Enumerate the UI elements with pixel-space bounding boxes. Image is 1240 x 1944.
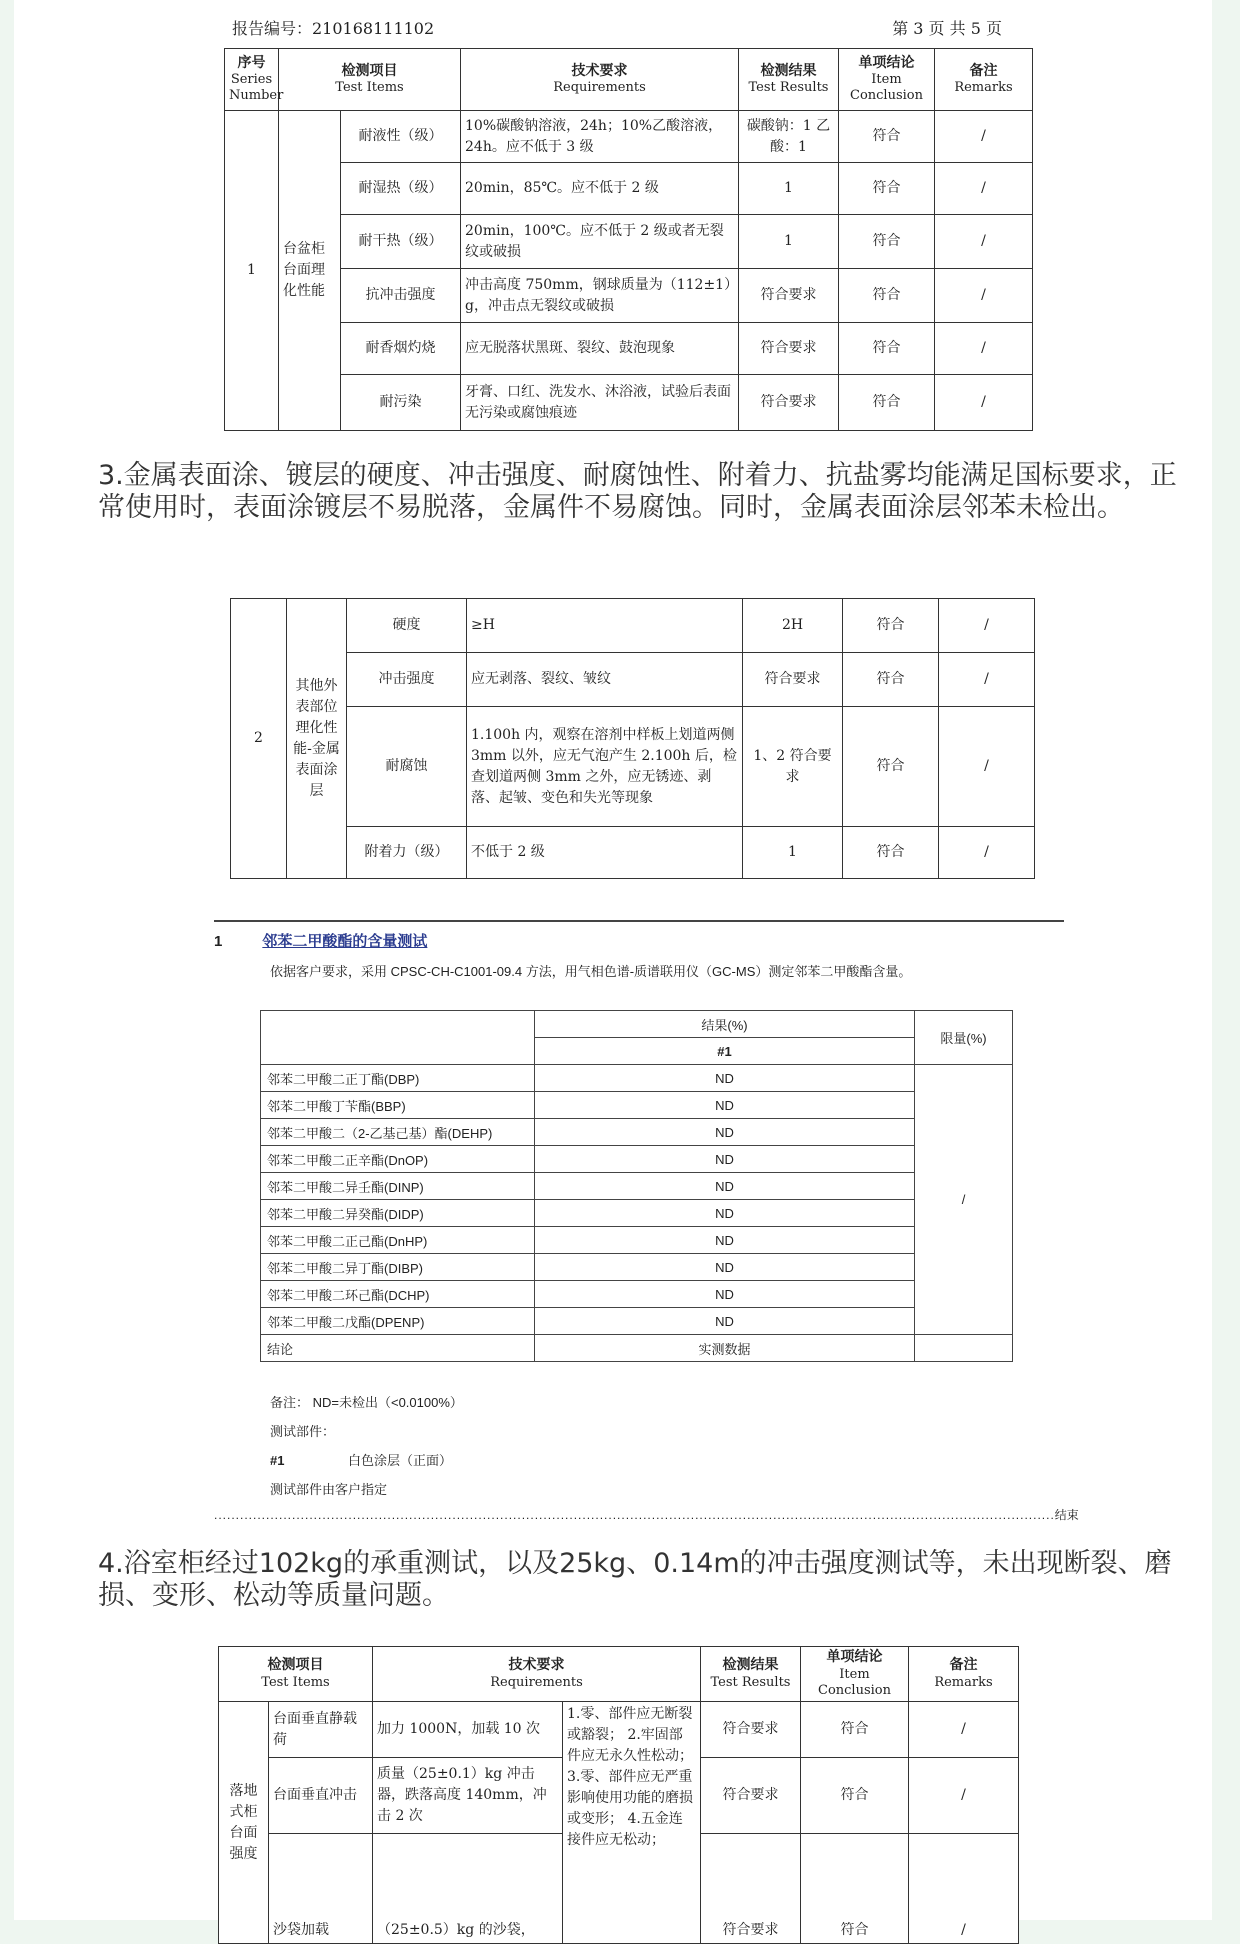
test-result: 1、2 符合要求 [743, 707, 843, 827]
report-table-2 [230, 598, 1035, 879]
report-table-3 [218, 1646, 1019, 1944]
report-table-1-wrap [224, 48, 1032, 431]
test-result: 2H [743, 599, 843, 653]
remark: / [939, 827, 1035, 879]
limit-header: 限量(%) [915, 1011, 1013, 1065]
section-intro: 依据客户要求，采用 CPSC-CH-C1001-09.4 方法，用气相色谱-质谱联用仪（GC-MS）测定邻苯二甲酸酯含量。 [270, 964, 912, 979]
test-condition: （25±0.5）kg 的沙袋， [373, 1834, 563, 1944]
test-result: 符合要求 [739, 269, 839, 323]
part-id: #1 [270, 1453, 285, 1468]
conclusion: 符合 [839, 215, 935, 269]
parts-label: 测试部件： [270, 1424, 336, 1439]
test-item: 耐香烟灼烧 [341, 323, 461, 375]
compound-value: ND [535, 1281, 915, 1308]
nd-note: 备注： ND=未检出（<0.0100%） [270, 1395, 463, 1410]
divider [214, 920, 1064, 922]
section-title: 1 邻苯二甲酸酯的含量测试 [214, 933, 428, 950]
test-result: 碳酸钠：1 乙酸：1 [739, 111, 839, 163]
requirement: 冲击高度 750mm，钢球质量为（112±1）g，冲击点无裂纹或破损 [461, 269, 739, 323]
compound-name: 邻苯二甲酸丁苄酯(BBP) [261, 1092, 535, 1119]
test-item: 硬度 [347, 599, 467, 653]
test-condition: 加力 1000N，加载 10 次 [373, 1702, 563, 1758]
compound-name: 邻苯二甲酸二异壬酯(DINP) [261, 1173, 535, 1200]
table-header-row [261, 1011, 1013, 1038]
table-row [219, 1702, 1019, 1758]
remark: / [935, 375, 1033, 431]
test-item: 耐液性（级） [341, 111, 461, 163]
remark: / [909, 1758, 1019, 1834]
remark: / [935, 163, 1033, 215]
remark: / [935, 111, 1033, 163]
test-item: 沙袋加载 [269, 1834, 373, 1944]
col-header-items: 检测项目 Test Items [219, 1647, 373, 1702]
table-row [261, 1065, 1013, 1092]
remark: / [935, 269, 1033, 323]
end-label: 结束 [1054, 1508, 1079, 1522]
table-row [231, 653, 1035, 707]
series-number: 1 [225, 111, 279, 431]
col-header-remarks: 备注 Remarks [909, 1647, 1019, 1702]
conclusion: 符合 [801, 1702, 909, 1758]
requirement: 20min，85℃。应不低于 2 级 [461, 163, 739, 215]
test-result: 1 [739, 163, 839, 215]
page [14, 0, 1212, 1938]
paragraph-4: 4.浴室柜经过102kg的承重测试，以及25kg、0.14m的冲击强度测试等，未出现断裂、磨损、变形、松动等质量问题。 [98, 1548, 1172, 1611]
table-row [261, 1173, 1013, 1200]
test-result: 1 [739, 215, 839, 269]
remark: / [939, 707, 1035, 827]
part-desc: 白色涂层（正面） [348, 1453, 453, 1468]
compound-value: ND [535, 1200, 915, 1227]
test-result: 符合要求 [701, 1702, 801, 1758]
compound-value: ND [535, 1254, 915, 1281]
phthalate-section [214, 920, 1079, 1523]
compound-name: 邻苯二甲酸二戊酯(DPENP) [261, 1308, 535, 1335]
sample-header: #1 [535, 1038, 915, 1065]
report-table-2-wrap [230, 598, 1034, 879]
col-header-series: 序号 Series Number [225, 49, 279, 111]
compound-value: ND [535, 1173, 915, 1200]
table-header-row [219, 1647, 1019, 1702]
remark: / [939, 653, 1035, 707]
dotted-rule: .................................................................................................................................................................................................. [214, 1508, 1055, 1522]
table-row [261, 1308, 1013, 1335]
compound-value: ND [535, 1092, 915, 1119]
paragraph-3: 3.金属表面涂、镀层的硬度、冲击强度、耐腐蚀性、附着力、抗盐雾均能满足国标要求，正常使用时，表面涂镀层不易脱落，金属件不易腐蚀。同时，金属表面涂层邻苯未检出。 [98, 460, 1177, 523]
compound-value: ND [535, 1146, 915, 1173]
table-row [231, 599, 1035, 653]
shared-requirement: 1.零、部件应无断裂或豁裂； 2.牢固部件应无永久性松动； 3.零、部件应无严重影响使用功能的磨损或变形； 4.五金连接件应无松动； [563, 1702, 701, 1944]
conclusion-label: 结论 [261, 1335, 535, 1362]
col-header-conclusion: 单项结论 Item Conclusion [839, 49, 935, 111]
remark: / [935, 215, 1033, 269]
table-row [225, 163, 1033, 215]
test-result: 符合要求 [701, 1834, 801, 1944]
requirement: 1.100h 内，观察在溶剂中样板上划道两侧 3mm 以外，应无气泡产生 2.100h 后，检查划道两侧 3mm 之外，应无锈迹、剥落、起皱、变色和失光等现象 [467, 707, 743, 827]
table-row [261, 1281, 1013, 1308]
conclusion: 符合 [839, 269, 935, 323]
conclusion: 符合 [843, 653, 939, 707]
series-number: 2 [231, 599, 287, 879]
part-note: 测试部件由客户指定 [270, 1482, 388, 1497]
test-item: 附着力（级） [347, 827, 467, 879]
test-item: 耐湿热（级） [341, 163, 461, 215]
category-cell: 落地式柜台面强度 [219, 1702, 269, 1944]
requirement: 20min，100℃。应不低于 2 级或者无裂纹或破损 [461, 215, 739, 269]
conclusion-blank [915, 1335, 1013, 1362]
compound-value: ND [535, 1227, 915, 1254]
conclusion: 符合 [843, 599, 939, 653]
requirement: 10%碳酸钠溶液，24h；10%乙酸溶液，24h。应不低于 3 级 [461, 111, 739, 163]
table-row [261, 1200, 1013, 1227]
table-row [225, 269, 1033, 323]
table-row [225, 375, 1033, 431]
test-item: 台面垂直静载荷 [269, 1702, 373, 1758]
requirement: 牙膏、口红、洗发水、沐浴液，试验后表面无污染或腐蚀痕迹 [461, 375, 739, 431]
requirement: ≥H [467, 599, 743, 653]
compound-name: 邻苯二甲酸二异丁酯(DIBP) [261, 1254, 535, 1281]
table-row [261, 1146, 1013, 1173]
conclusion: 符合 [801, 1758, 909, 1834]
col-header-remarks: 备注 Remarks [935, 49, 1033, 111]
table-header-row [225, 49, 1033, 111]
test-item: 耐干热（级） [341, 215, 461, 269]
remark: / [939, 599, 1035, 653]
compound-name: 邻苯二甲酸二正丁酯(DBP) [261, 1065, 535, 1092]
col-header-items: 检测项目 Test Items [279, 49, 461, 111]
compound-name: 邻苯二甲酸二环己酯(DCHP) [261, 1281, 535, 1308]
conclusion: 符合 [843, 707, 939, 827]
report-header-line [232, 12, 1002, 42]
test-result: 1 [743, 827, 843, 879]
table-row [261, 1092, 1013, 1119]
limit-value: / [915, 1065, 1013, 1335]
table-row [231, 707, 1035, 827]
table-row [225, 111, 1033, 163]
remark: / [909, 1834, 1019, 1944]
compound-name: 邻苯二甲酸二正辛酯(DnOP) [261, 1146, 535, 1173]
test-item: 耐污染 [341, 375, 461, 431]
compound-value: ND [535, 1119, 915, 1146]
requirement: 应无剥落、裂纹、皱纹 [467, 653, 743, 707]
test-item: 冲击强度 [347, 653, 467, 707]
requirement: 应无脱落状黑斑、裂纹、鼓泡现象 [461, 323, 739, 375]
remark: / [909, 1702, 1019, 1758]
table-row [261, 1254, 1013, 1281]
col-header-results: 检测结果 Test Results [701, 1647, 801, 1702]
conclusion: 符合 [839, 323, 935, 375]
test-item: 耐腐蚀 [347, 707, 467, 827]
test-item: 台面垂直冲击 [269, 1758, 373, 1834]
table-row [225, 323, 1033, 375]
end-line [214, 1506, 1079, 1523]
compound-name: 邻苯二甲酸二异癸酯(DIDP) [261, 1200, 535, 1227]
table-row [231, 827, 1035, 879]
conclusion: 符合 [839, 163, 935, 215]
table-row [225, 215, 1033, 269]
category-cell: 台盆柜台面理化性能 [279, 111, 341, 431]
test-item: 抗冲击强度 [341, 269, 461, 323]
remark: / [935, 323, 1033, 375]
table-row [261, 1119, 1013, 1146]
test-result: 符合要求 [743, 653, 843, 707]
test-result: 符合要求 [701, 1758, 801, 1834]
compound-name: 邻苯二甲酸二（2-乙基己基）酯(DEHP) [261, 1119, 535, 1146]
category-cell: 其他外表部位理化性能-金属表面涂层 [287, 599, 347, 879]
page-info: 第 3 页 共 5 页 [892, 18, 1002, 38]
conclusion-value: 实测数据 [535, 1335, 915, 1362]
compound-value: ND [535, 1308, 915, 1335]
requirement: 不低于 2 级 [467, 827, 743, 879]
phthalate-table [260, 1010, 1013, 1362]
result-header: 结果(%) [535, 1011, 915, 1038]
conclusion: 符合 [839, 111, 935, 163]
table-row [261, 1227, 1013, 1254]
part-line [270, 1446, 1064, 1475]
conclusion: 符合 [839, 375, 935, 431]
conclusion: 符合 [801, 1834, 909, 1944]
test-result: 符合要求 [739, 375, 839, 431]
blank-header [261, 1011, 535, 1065]
conclusion-row [261, 1335, 1013, 1362]
test-condition: 质量（25±0.1）kg 冲击器，跌落高度 140mm，冲击 2 次 [373, 1758, 563, 1834]
test-result: 符合要求 [739, 323, 839, 375]
col-header-conclusion: 单项结论 Item Conclusion [801, 1647, 909, 1702]
notes-block [270, 1388, 1064, 1504]
report-table-1 [224, 48, 1033, 431]
col-header-requirements: 技术要求 Requirements [373, 1647, 701, 1702]
conclusion: 符合 [843, 827, 939, 879]
report-table-3-wrap [218, 1646, 1018, 1944]
col-header-results: 检测结果 Test Results [739, 49, 839, 111]
col-header-requirements: 技术要求 Requirements [461, 49, 739, 111]
compound-value: ND [535, 1065, 915, 1092]
report-number: 报告编号：210168111102 [232, 18, 435, 38]
compound-name: 邻苯二甲酸二正己酯(DnHP) [261, 1227, 535, 1254]
